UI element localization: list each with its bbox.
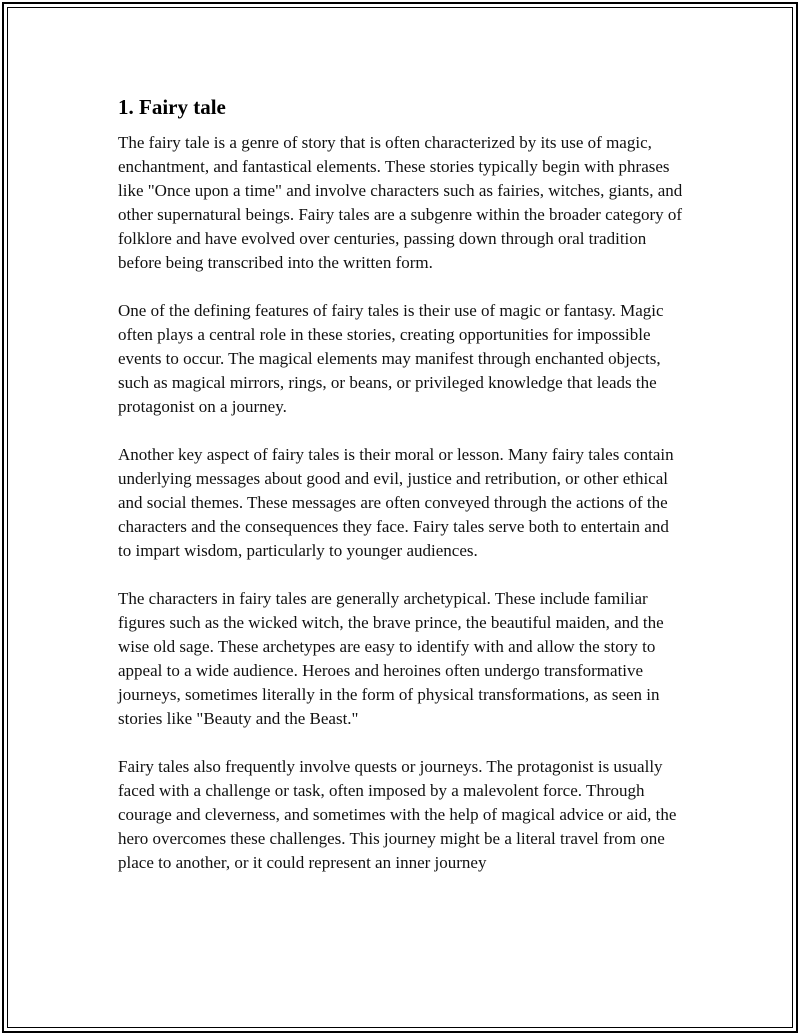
paragraph-1: The fairy tale is a genre of story that is often characterized by its use of magic, enchantment, and fantastical elements. These stories typically begin with phrases like "Once upon a time" and involve characters such as fairies, witches, giants, and other supernatural beings. Fairy tales are a subgenre within the broader category of folklore and have evolved over centuries, passing down through oral tradition before being transcribed into the written form. <box>118 133 683 272</box>
paragraph-2: One of the defining features of fairy tales is their use of magic or fantasy. Magic often plays a central role in these stories, creating opportunities for impossible events to occur. The magical elements may manifest through enchanted objects, such as magical mirrors, rings, or beans, or privileged knowledge that leads the protagonist on a journey. <box>118 301 664 416</box>
paragraph-5: Fairy tales also frequently involve quests or journeys. The protagonist is usually faced with a challenge or task, often imposed by a malevolent force. Through courage and cleverness, and sometimes with the help of magical advice or aid, the hero overcomes these challenges. This journey might be a literal travel from one place to another, or it could represent an inner journey <box>118 757 677 872</box>
paragraph-4: The characters in fairy tales are generally archetypical. These include familiar figures such as the wicked witch, the brave prince, the beautiful maiden, and the wise old sage. These archetypes are easy to identify with and allow the story to appeal to a wide audience. Heroes and heroines often undergo transformative journeys, sometimes literally in the form of physical transformations, as seen in stories like "Beauty and the Beast." <box>118 589 664 728</box>
document-content <box>118 94 684 875</box>
paragraph-3: Another key aspect of fairy tales is their moral or lesson. Many fairy tales contain underlying messages about good and evil, justice and retribution, or other ethical and social themes. These messages are often conveyed through the actions of the characters and the consequences they face. Fairy tales serve both to entertain and to impart wisdom, particularly to younger audiences. <box>118 445 674 560</box>
section-title: 1. Fairy tale <box>118 95 226 119</box>
